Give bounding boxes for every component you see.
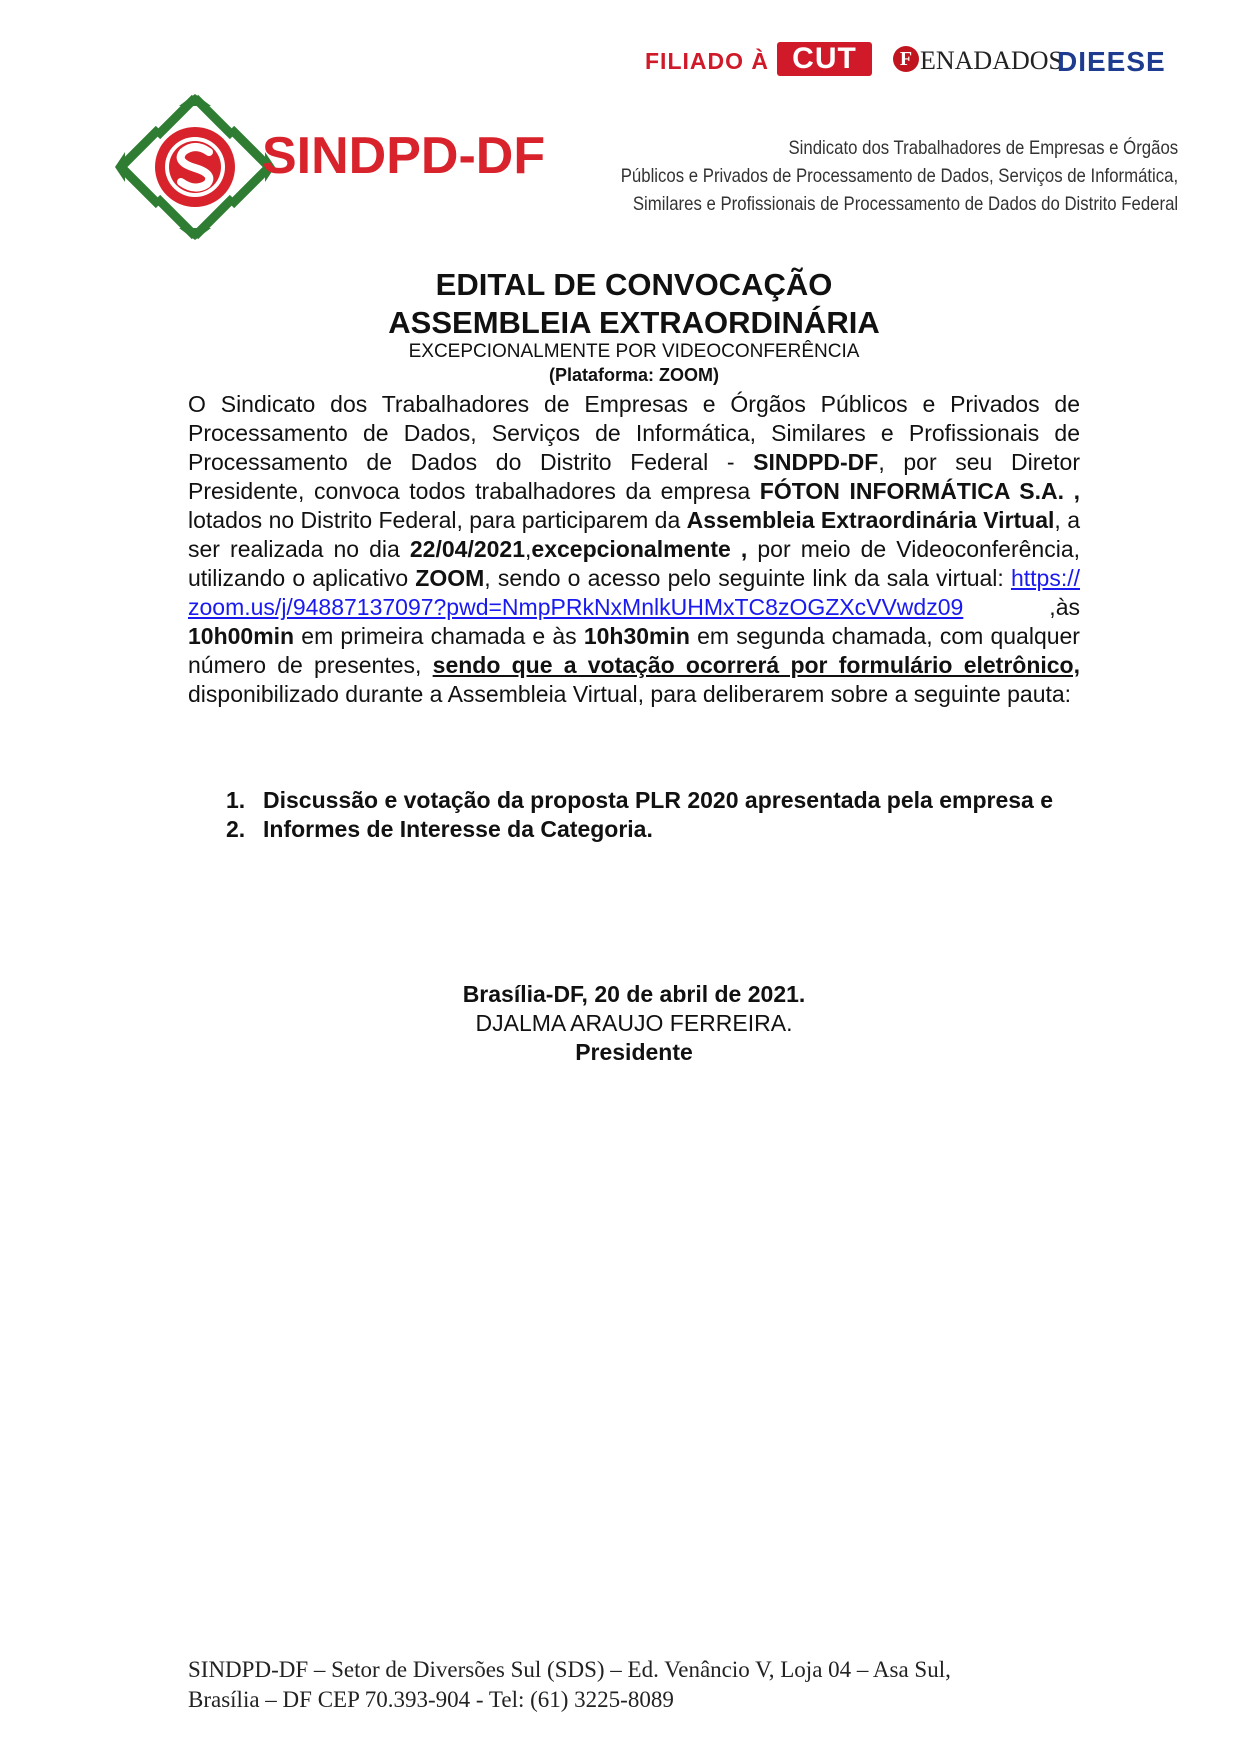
company-name: FÓTON INFORMÁTICA S.A. ,: [759, 478, 1080, 504]
footer-address: [188, 1655, 951, 1715]
agenda-item-text: Informes de Interesse da Categoria.: [263, 816, 653, 842]
app-name: ZOOM: [415, 565, 485, 591]
signer-role: Presidente: [575, 1039, 693, 1065]
org-name: SINDPD-DF: [753, 449, 879, 475]
union-description-line: Similares e Profissionais de Processamento de Dados do Distrito Federal: [632, 193, 1178, 215]
place-date: Brasília-DF, 20 de abril de 2021.: [462, 981, 806, 1007]
body-text: disponibilizado durante a Assembleia Virtual, para deliberarem sobre a seguinte pauta:: [188, 681, 1072, 707]
videoconference-note: EXCEPCIONALMENTE POR VIDEOCONFERÊNCIA: [408, 341, 860, 362]
dieese-logo: DIEESE: [1057, 46, 1166, 77]
platform-note: (Plataforma: ZOOM): [548, 365, 719, 385]
agenda-item-number: 1.: [226, 787, 246, 813]
affiliation-label: FILIADO À: [645, 48, 769, 74]
cut-logo: CUT: [777, 42, 872, 76]
body-text: O Sindicato dos Trabalhadores de Empresas e Órgãos Públicos e Privados de Processamento de Dados, Serviços de Informática, Similares e Profissionais de Processamento de Dados do Distrito Federal -: [188, 391, 1080, 475]
affiliations-bar: [645, 40, 1195, 80]
title-block: [188, 266, 1080, 386]
body-text: lotados no Distrito Federal, para participarem da: [188, 507, 687, 533]
agenda-item: [188, 786, 1080, 815]
footer-line: Brasília – DF CEP 70.393-904 - Tel: (61) 3225-8089: [188, 1687, 674, 1712]
agenda-list: [188, 786, 1080, 844]
document-title: EDITAL DE CONVOCAÇÃO: [435, 267, 833, 302]
union-description-line: Públicos e Privados de Processamento de Dados, Serviços de Informática,: [620, 165, 1178, 187]
second-call-time: 10h30min: [583, 623, 690, 649]
fenadados-logo: F ENADADOS: [893, 46, 1063, 76]
first-call-time: 10h00min: [188, 623, 295, 649]
zoom-link[interactable]: https://zoom.us/j/94887137097?pwd=NmpPRkNxMnlkUHMxTC8zOGZXcVVwdz09: [188, 565, 1080, 620]
signature-block: [188, 980, 1080, 1067]
vote-note: sendo que a votação ocorrerá por formulário eletrônico,: [432, 652, 1080, 678]
convocation-paragraph: [188, 390, 1080, 709]
assembly-name: Assembleia Extraordinária Virtual: [686, 507, 1055, 533]
body-text: ,às: [963, 594, 1080, 620]
signer-name: DJALMA ARAUJO FERREIRA.: [475, 1010, 793, 1036]
document-subtitle: ASSEMBLEIA EXTRAORDINÁRIA: [388, 305, 880, 340]
body-text: , sendo o acesso pelo seguinte link da sala virtual:: [484, 565, 1011, 591]
body-text: em primeira chamada e às: [294, 623, 584, 649]
agenda-item-number: 2.: [226, 816, 246, 842]
fenadados-logo-text: ENADADOS: [920, 46, 1063, 75]
agenda-item: [188, 815, 1080, 844]
footer-line: SINDPD-DF – Setor de Diversões Sul (SDS) – Ed. Venâncio V, Loja 04 – Asa Sul,: [188, 1657, 951, 1682]
assembly-date: 22/04/2021: [409, 536, 526, 562]
body-text: , a ser realizada no dia: [188, 507, 1081, 562]
agenda-item-text: Discussão e votação da proposta PLR 2020 apresentada pela empresa e: [263, 787, 1054, 813]
union-description: [621, 134, 1178, 218]
exceptionally-text: excepcionalmente ,: [531, 536, 748, 562]
body-text: em segunda chamada, com qualquer número de presentes,: [188, 623, 1080, 678]
body-text: , por seu Diretor Presidente, convoca todos trabalhadores da empresa: [188, 449, 1080, 504]
union-description-line: Sindicato dos Trabalhadores de Empresas e Órgãos: [788, 137, 1178, 159]
sindpd-logo-text: SINDPD-DF: [262, 127, 546, 185]
sindpd-logo-emblem: [115, 92, 275, 242]
body-text: por meio de Videoconferência, utilizando o aplicativo: [188, 536, 1080, 591]
body-text: ,: [525, 536, 532, 562]
